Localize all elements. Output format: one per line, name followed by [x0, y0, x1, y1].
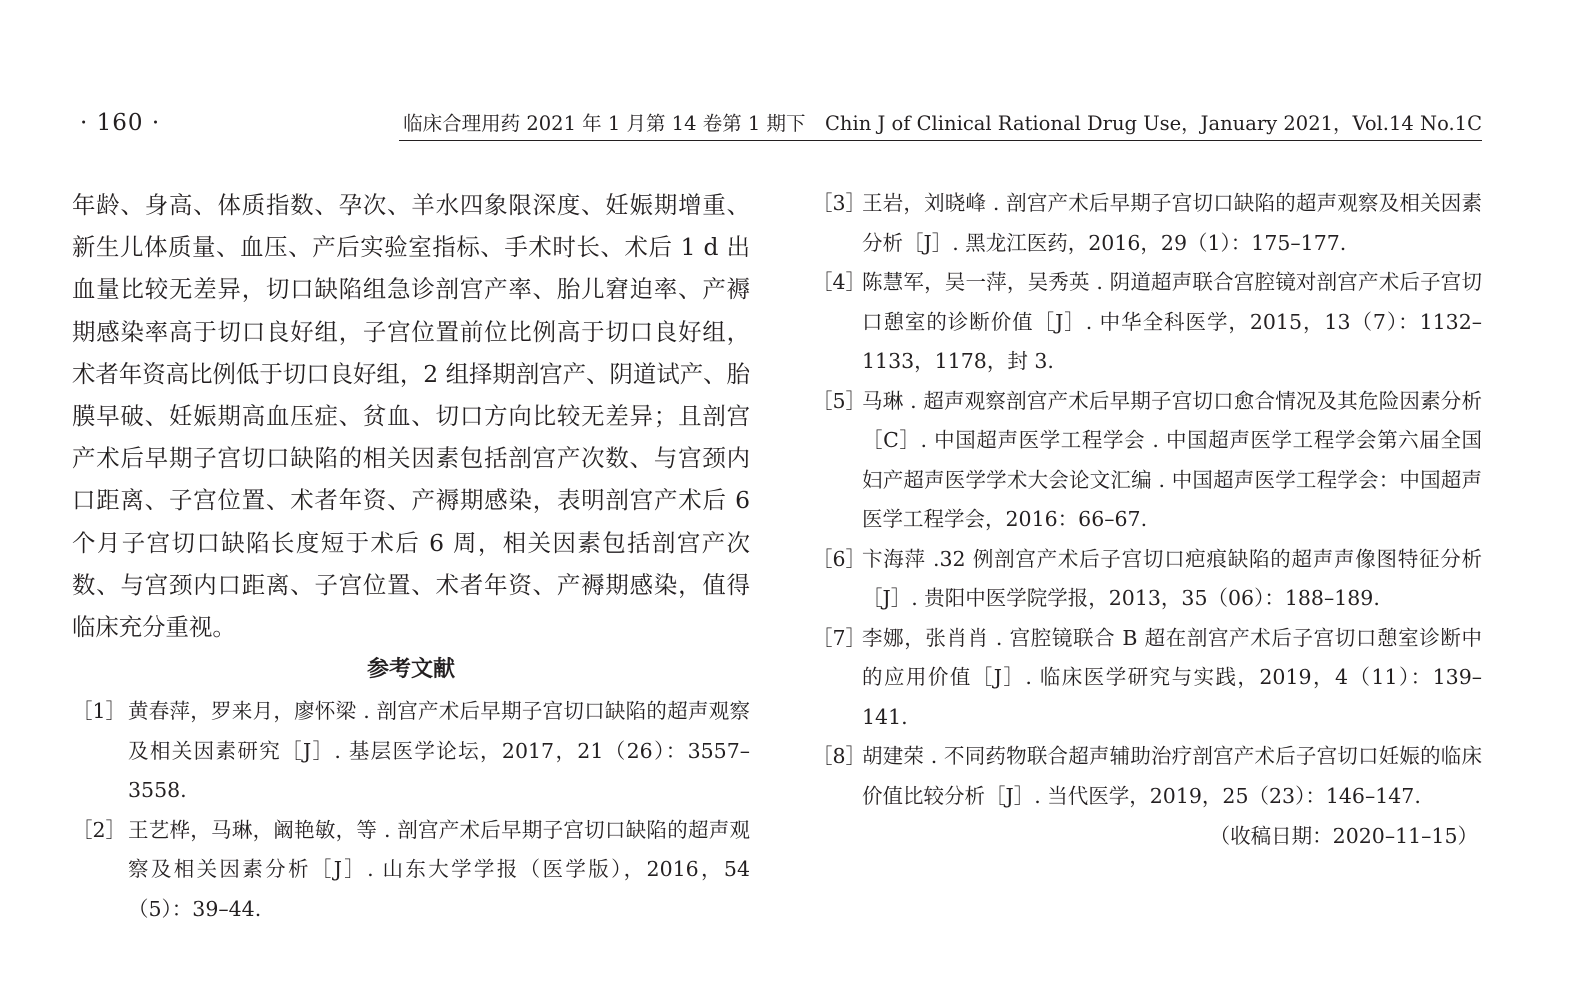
reference-item	[812, 184, 1482, 263]
reference-item	[72, 811, 750, 930]
reference-item	[812, 619, 1482, 738]
reference-number: ［8］	[812, 744, 867, 768]
references-title: 参考文献	[366, 657, 455, 683]
reference-item	[812, 382, 1482, 540]
reference-text: 李娜，张肖肖 . 宫腔镜联合 B 超在剖宫产术后子宫切口憩室诊断中的应用价值［J］. 临床医学研究与实践，2019，4（11）：139–141.	[862, 625, 1482, 729]
reference-item	[812, 737, 1482, 816]
body-text	[72, 184, 750, 648]
reference-text: 王岩，刘晓峰 . 剖宫产术后早期子宫切口缺陷的超声观察及相关因素分析［J］. 黑龙江医药，2016，29（1）：175–177.	[862, 191, 1482, 255]
received-date: （收稿日期：2020–11–15）	[1209, 824, 1478, 848]
reference-item	[72, 692, 750, 811]
reference-text: 马琳 . 超声观察剖宫产术后早期子宫切口愈合情况及其危险因素分析［C］. 中国超声医学工程学会 . 中国超声医学工程学会第六届全国妇产超声医学学术大会论文汇编 . 中国超声医学工程学会：中国超声医学工程学会，2016：66–67.	[862, 388, 1482, 531]
body-paragraph: 年龄、身高、体质指数、孕次、羊水四象限深度、妊娠期增重、新生儿体质量、血压、产后实验室指标、手术时长、术后 1 d 出血量比较无差异，切口缺陷组急诊剖宫产率、胎儿窘迫率、产褥期感染率高于切口良好组，子宫位置前位比例高于切口良好组，术者年资高比例低于切口良好组，2 组择期剖宫产、阴道试产、胎膜早破、妊娠期高血压症、贫血、切口方向比较无差异；且剖宫产术后早期子宫切口缺陷的相关因素包括剖宫产次数、与宫颈内口距离、子宫位置、术者年资、产褥期感染，表明剖宫产术后 6 个月子宫切口缺陷长度短于术后 6 周，相关因素包括剖宫产次数、与宫颈内口距离、子宫位置、术者年资、产褥期感染，值得临床充分重视。	[72, 191, 750, 642]
page-number: · 160 ·	[80, 110, 161, 136]
page-header	[72, 108, 1482, 140]
reference-number: ［5］	[812, 388, 867, 413]
reference-text: 黄春萍，罗来月，廖怀梁 . 剖宫产术后早期子宫切口缺陷的超声观察及相关因素研究［J］. 基层医学论坛，2017，21（26）：3557–3558.	[128, 699, 750, 803]
reference-number: ［7］	[812, 625, 867, 650]
reference-number: ［4］	[812, 270, 867, 294]
reference-number: ［6］	[812, 546, 867, 571]
reference-number: ［1］	[72, 699, 127, 724]
reference-text: 卞海萍 .32 例剖宫产术后子宫切口疤痕缺陷的超声声像图特征分析［J］. 贵阳中医学院学报，2013，35（06）：188–189.	[862, 546, 1482, 610]
reference-number: ［2］	[72, 817, 127, 842]
reference-text: 王艺桦，马琳，阚艳敏，等 . 剖宫产术后早期子宫切口缺陷的超声观察及相关因素分析［J］. 山东大学学报（医学版），2016，54（5）：39–44.	[128, 817, 750, 921]
running-head: 临床合理用药 2021 年 1 月第 14 卷第 1 期下 Chin J of Clinical Rational Drug Use，January 2021，Vol.14 No.1C	[399, 108, 1482, 141]
reference-item	[812, 263, 1482, 382]
reference-item	[812, 540, 1482, 619]
left-column	[72, 184, 750, 929]
reference-number: ［3］	[812, 191, 867, 215]
reference-text: 胡建荣 . 不同药物联合超声辅助治疗剖宫产术后子宫切口妊娠的临床价值比较分析［J］. 当代医学，2019，25（23）：146–147.	[862, 744, 1482, 808]
right-column	[812, 184, 1482, 856]
reference-text: 陈慧军，吴一萍，吴秀英 . 阴道超声联合宫腔镜对剖宫产术后子宫切口憩室的诊断价值［J］. 中华全科医学，2015，13（7）：1132–1133，1178，封 3.	[862, 270, 1482, 373]
